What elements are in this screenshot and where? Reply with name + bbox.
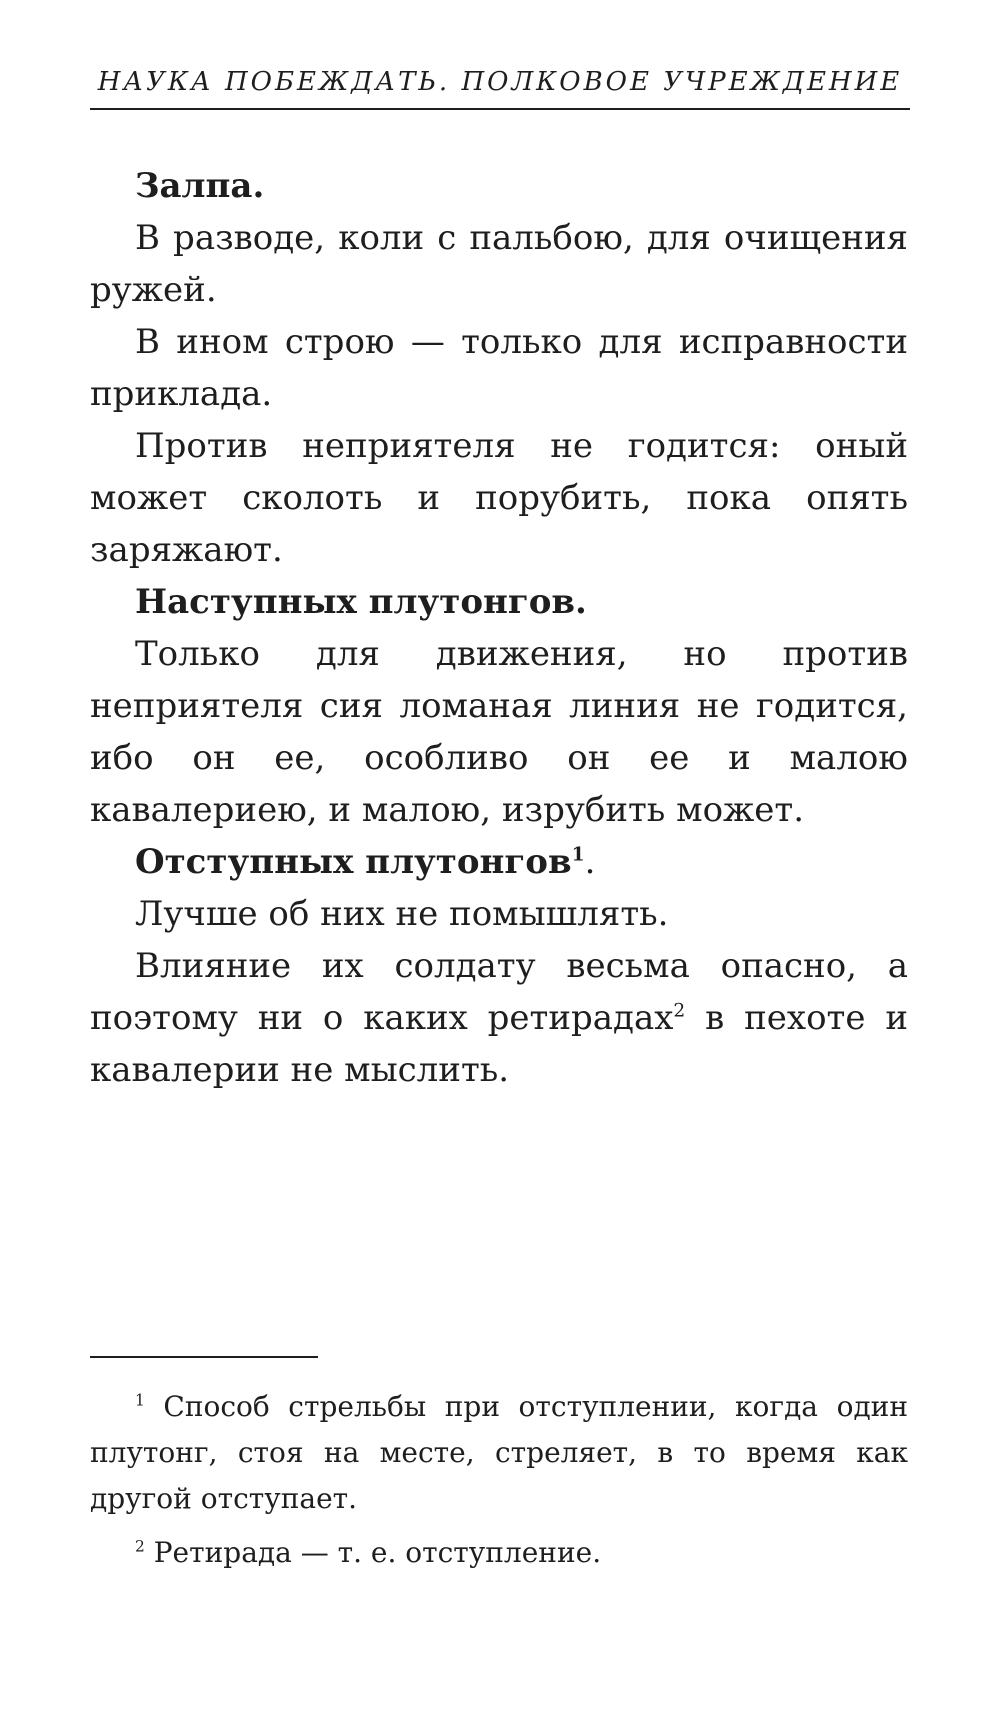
paragraph: В ином строю — только для исправности приклада.	[90, 322, 908, 414]
paragraph	[90, 940, 908, 1096]
footnote-text: Ретирада — т. е. отступление.	[153, 1536, 602, 1569]
paragraph: Лучше об них не помышлять.	[135, 894, 669, 934]
footnote-1	[90, 1384, 908, 1522]
footnote-ref: 1	[571, 843, 585, 866]
footnote-separator	[90, 1356, 318, 1358]
main-text	[90, 160, 908, 1096]
paragraph: В разводе, коли с пальбою, для очищения ружей.	[90, 218, 908, 310]
footnote-text: Способ стрельбы при отступлении, когда один плутонг, стоя на месте, стреляет, в то время как другой отступает.	[90, 1390, 909, 1515]
footnotes	[90, 1384, 908, 1576]
heading-period: .	[584, 842, 596, 882]
section-heading-retreating-platoons	[90, 836, 908, 888]
running-title: НАУКА ПОБЕЖДАТЬ. ПОЛКОВОЕ УЧРЕЖДЕНИЕ	[90, 64, 910, 110]
paragraph-text: Влияние их солдату весьма опасно, а поэтому ни о каких ретирадах	[90, 946, 908, 1038]
paragraph: Против неприятеля не годится: оный может сколоть и порубить, пока опять заряжают.	[90, 426, 908, 570]
paragraph: Только для движения, но против неприятеля сия ломаная линия не годится, ибо он ее, особливо он ее и малою кавалериею, и малою, изрубить может.	[90, 634, 908, 830]
footnote-2	[90, 1530, 908, 1576]
section-heading-volley: Залпа.	[135, 166, 265, 206]
footnote-number: 2	[135, 1537, 145, 1556]
section-heading-advancing-platoons: Наступных плутонгов.	[135, 582, 587, 622]
heading-text: Отступных плутонгов	[135, 842, 572, 882]
footnote-ref: 2	[673, 1000, 686, 1022]
paragraph-text: в пехоте и кавалерии не мыслить.	[90, 998, 908, 1090]
footnote-number: 1	[135, 1391, 145, 1410]
